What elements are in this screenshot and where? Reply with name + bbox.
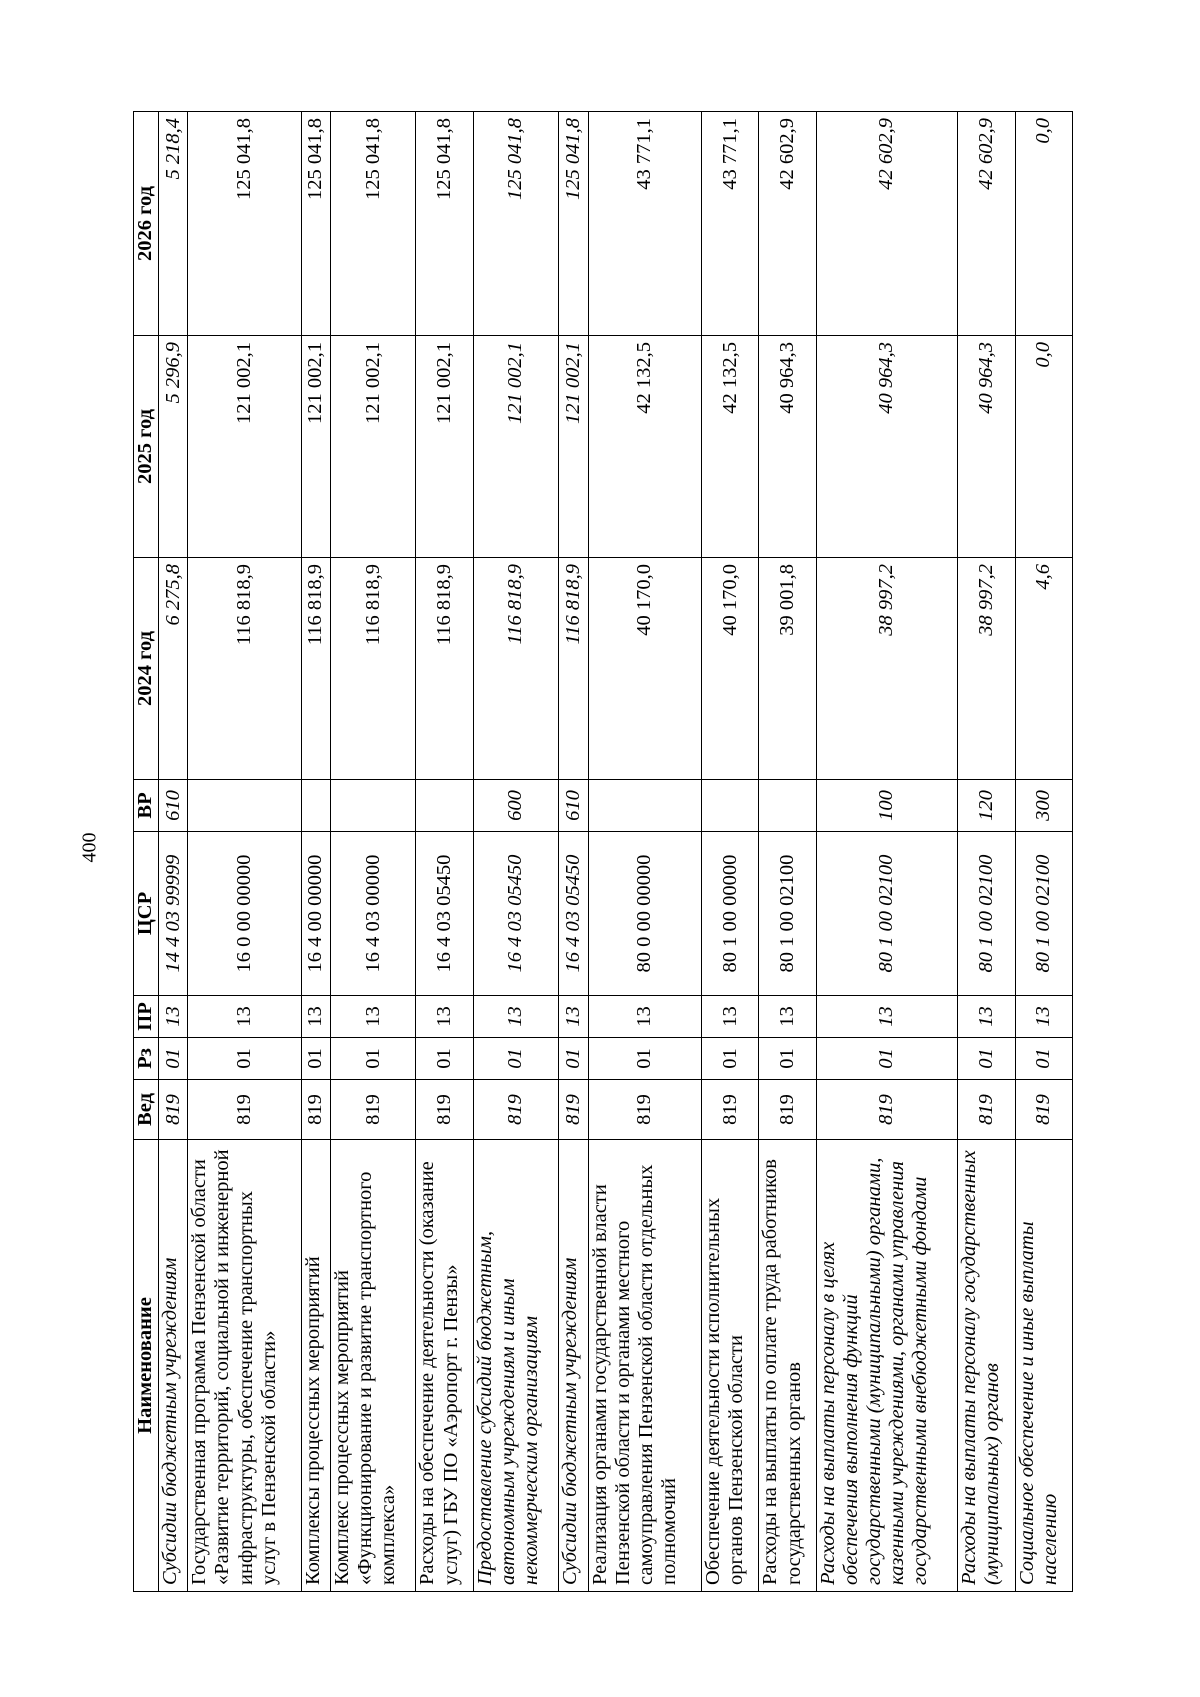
cell-rz: 01 [588,1038,701,1080]
table-row [958,112,1015,1592]
cell-rz: 01 [559,1038,588,1080]
cell-vr: 120 [958,780,1015,832]
cell-ved: 819 [958,1080,1015,1140]
cell-ved: 819 [559,1080,588,1140]
cell-rz: 01 [159,1038,188,1080]
cell-2026: 42 602,9 [816,112,958,336]
cell-rz: 01 [331,1038,416,1080]
cell-csr: 80 1 00 02100 [958,832,1015,996]
cell-ved: 819 [759,1080,816,1140]
table-row [473,112,558,1592]
cell-rz: 01 [416,1038,473,1080]
col-header-pr: ПР [134,996,159,1038]
cell-vr [702,780,759,832]
cell-name: Субсидии бюджетным учреждениям [159,1140,188,1592]
cell-vr [331,780,416,832]
cell-vr: 610 [559,780,588,832]
cell-2026: 125 041,8 [473,112,558,336]
cell-2026: 125 041,8 [416,112,473,336]
cell-ved: 819 [188,1080,301,1140]
cell-csr: 14 4 03 99999 [159,832,188,996]
cell-pr: 13 [702,996,759,1038]
cell-name: Расходы на обеспечение деятельности (оказание услуг) ГБУ ПО «Аэропорт г. Пензы» [416,1140,473,1592]
cell-csr: 16 4 03 05450 [559,832,588,996]
cell-name: Обеспечение деятельности исполнительных органов Пензенской области [702,1140,759,1592]
cell-2026: 43 771,1 [702,112,759,336]
cell-name: Комплексы процессных мероприятий [301,1140,330,1592]
cell-2026: 42 602,9 [958,112,1015,336]
cell-name: Социальное обеспечение и иные выплаты населению [1015,1140,1072,1592]
cell-2024: 116 818,9 [559,558,588,780]
cell-name: Предоставление субсидий бюджетным, автономным учреждениям и иным некоммерческим организациям [473,1140,558,1592]
cell-2025: 121 002,1 [416,336,473,558]
cell-pr: 13 [301,996,330,1038]
cell-2025: 40 964,3 [816,336,958,558]
cell-csr: 80 0 00 00000 [588,832,701,996]
cell-rz: 01 [188,1038,301,1080]
cell-ved: 819 [416,1080,473,1140]
cell-ved: 819 [331,1080,416,1140]
cell-2025: 40 964,3 [759,336,816,558]
col-header-ved: Вед [134,1080,159,1140]
cell-name: Расходы на выплаты по оплате труда работников государственных органов [759,1140,816,1592]
col-header-name: Наименование [134,1140,159,1592]
table-row [416,112,473,1592]
cell-pr: 13 [559,996,588,1038]
budget-table [133,111,1073,1592]
table-row [301,112,330,1592]
cell-2025: 121 002,1 [331,336,416,558]
cell-rz: 01 [816,1038,958,1080]
cell-name: Комплекс процессных мероприятий «Функционирование и развитие транспортного комплекса» [331,1140,416,1592]
table-row [816,112,958,1592]
cell-vr [301,780,330,832]
cell-2026: 125 041,8 [301,112,330,336]
table-header-row [134,112,159,1592]
table-row [588,112,701,1592]
cell-ved: 819 [702,1080,759,1140]
cell-2026: 42 602,9 [759,112,816,336]
cell-pr: 13 [416,996,473,1038]
cell-csr: 16 0 00 00000 [188,832,301,996]
cell-2024: 38 997,2 [958,558,1015,780]
cell-2025: 121 002,1 [188,336,301,558]
cell-name: Расходы на выплаты персоналу в целях обеспечения выполнения функций государственными (муниципальными) органами, казенными учреждениями, органами управления государственными внебюджетными фондами [816,1140,958,1592]
cell-2024: 116 818,9 [473,558,558,780]
cell-2025: 40 964,3 [958,336,1015,558]
cell-ved: 819 [816,1080,958,1140]
cell-2025: 5 296,9 [159,336,188,558]
cell-rz: 01 [473,1038,558,1080]
cell-2025: 121 002,1 [301,336,330,558]
cell-2024: 4,6 [1015,558,1072,780]
col-header-2026: 2026 год [134,112,159,336]
cell-csr: 80 1 00 02100 [816,832,958,996]
table-row [559,112,588,1592]
budget-table-rotated [133,112,1073,1592]
cell-csr: 80 1 00 00000 [702,832,759,996]
cell-csr: 80 1 00 02100 [1015,832,1072,996]
cell-2024: 38 997,2 [816,558,958,780]
cell-2025: 42 132,5 [588,336,701,558]
cell-2024: 39 001,8 [759,558,816,780]
cell-2026: 0,0 [1015,112,1072,336]
cell-2024: 6 275,8 [159,558,188,780]
cell-2026: 125 041,8 [188,112,301,336]
cell-vr [759,780,816,832]
col-header-2025: 2025 год [134,336,159,558]
cell-pr: 13 [588,996,701,1038]
col-header-csr: ЦСР [134,832,159,996]
cell-vr [188,780,301,832]
cell-name: Субсидии бюджетным учреждениям [559,1140,588,1592]
cell-2026: 5 218,4 [159,112,188,336]
cell-rz: 01 [759,1038,816,1080]
cell-pr: 13 [159,996,188,1038]
cell-2025: 42 132,5 [702,336,759,558]
page-number: 400 [78,832,101,863]
cell-vr: 610 [159,780,188,832]
cell-csr: 16 4 03 00000 [331,832,416,996]
table-row [759,112,816,1592]
cell-rz: 01 [301,1038,330,1080]
cell-ved: 819 [588,1080,701,1140]
cell-name: Реализация органами государственной власти Пензенской области и органами местного самоуправления Пензенской области отдельных полномочий [588,1140,701,1592]
cell-ved: 819 [159,1080,188,1140]
cell-pr: 13 [816,996,958,1038]
cell-csr: 16 4 03 05450 [416,832,473,996]
cell-2026: 125 041,8 [559,112,588,336]
cell-pr: 13 [958,996,1015,1038]
cell-ved: 819 [473,1080,558,1140]
cell-name: Государственная программа Пензенской области «Развитие территорий, социальной и инженерной инфраструктуры, обеспечение транспортных услуг в Пензенской области» [188,1140,301,1592]
col-header-2024: 2024 год [134,558,159,780]
cell-2024: 40 170,0 [588,558,701,780]
table-row [1015,112,1072,1592]
cell-csr: 16 4 03 05450 [473,832,558,996]
cell-vr [588,780,701,832]
cell-2025: 121 002,1 [559,336,588,558]
cell-csr: 80 1 00 02100 [759,832,816,996]
cell-2025: 0,0 [1015,336,1072,558]
table-row [702,112,759,1592]
table-row [159,112,188,1592]
table-row [188,112,301,1592]
cell-pr: 13 [473,996,558,1038]
cell-2024: 116 818,9 [301,558,330,780]
col-header-vr: ВР [134,780,159,832]
cell-name: Расходы на выплаты персоналу государственных (муниципальных) органов [958,1140,1015,1592]
cell-pr: 13 [759,996,816,1038]
cell-pr: 13 [188,996,301,1038]
cell-pr: 13 [331,996,416,1038]
cell-ved: 819 [301,1080,330,1140]
cell-pr: 13 [1015,996,1072,1038]
cell-2024: 116 818,9 [331,558,416,780]
cell-2026: 43 771,1 [588,112,701,336]
cell-rz: 01 [958,1038,1015,1080]
cell-rz: 01 [1015,1038,1072,1080]
cell-2026: 125 041,8 [331,112,416,336]
cell-ved: 819 [1015,1080,1072,1140]
cell-2024: 116 818,9 [416,558,473,780]
cell-vr: 600 [473,780,558,832]
table-row [331,112,416,1592]
cell-2024: 116 818,9 [188,558,301,780]
cell-2025: 121 002,1 [473,336,558,558]
cell-csr: 16 4 00 00000 [301,832,330,996]
cell-vr [416,780,473,832]
cell-vr: 100 [816,780,958,832]
cell-rz: 01 [702,1038,759,1080]
cell-2024: 40 170,0 [702,558,759,780]
cell-vr: 300 [1015,780,1072,832]
col-header-rz: Рз [134,1038,159,1080]
